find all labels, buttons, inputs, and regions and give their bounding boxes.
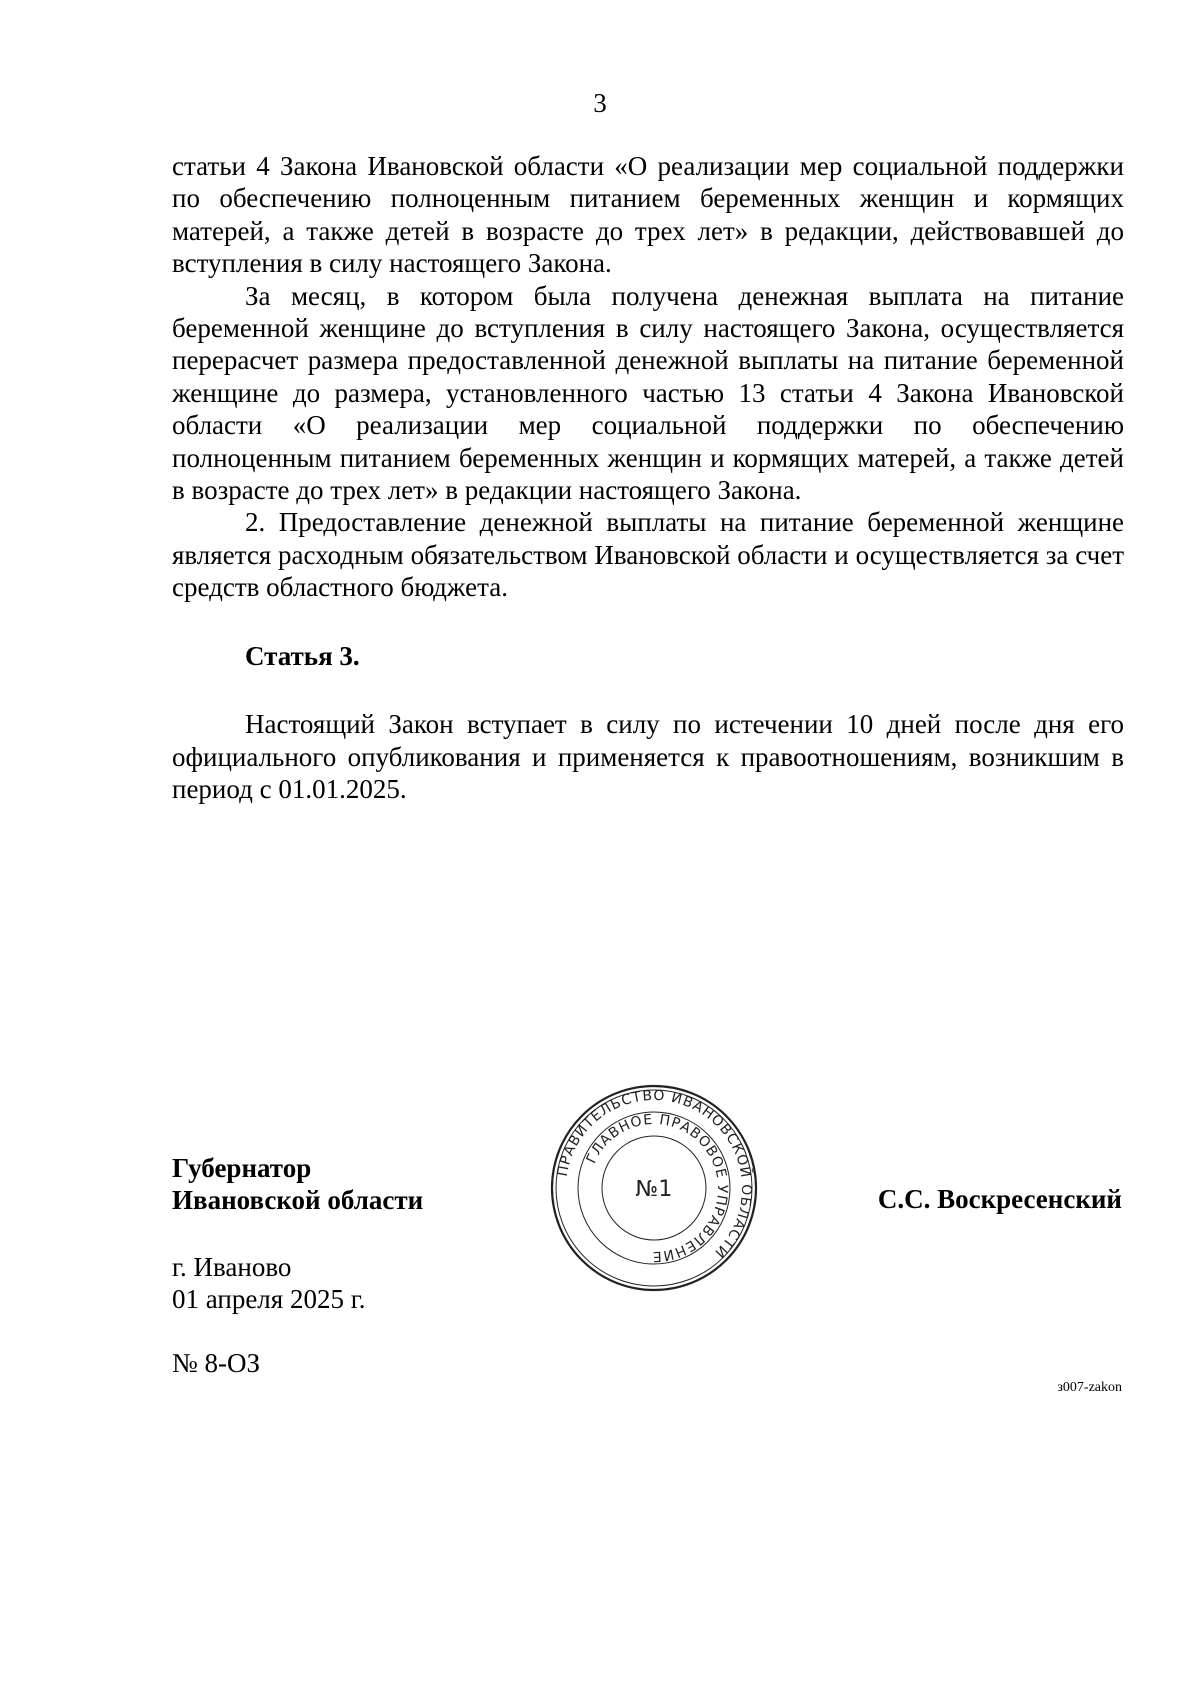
place: г. Иваново [172, 1252, 292, 1282]
stamp-graphic [548, 1082, 760, 1294]
footer-code: з007-zakon [1057, 1380, 1122, 1395]
stamp-inner-text: ГЛАВНОЕ ПРАВОВОЕ УПРАВЛЕНИЕ [583, 1111, 731, 1265]
paragraph-continuation: статьи 4 Закона Ивановской области «О реализации мер социальной поддержки по обеспечению полноценным питанием беременных женщин и кормящих матерей, а также детей в возрасте до трех лет» в редакции, действовавшей до вступления в силу настоящего Закона. [172, 151, 1124, 279]
article-heading: Статья 3. [245, 640, 360, 671]
signer-title-line2: Ивановской области [172, 1185, 424, 1215]
paragraph-funding: 2. Предоставление денежной выплаты на питание беременной женщине является расходным обязательством Ивановской области и осуществляется за счет средств областного бюджета. [172, 507, 1124, 603]
date: 01 апреля 2025 г. [172, 1284, 366, 1314]
place-and-date [172, 1251, 365, 1315]
official-stamp [548, 1082, 760, 1294]
stamp-outer-text: ПРАВИТЕЛЬСТВО ИВАНОВСКОЙ ОБЛАСТИ [554, 1087, 755, 1262]
paragraph-recalculation: За месяц, в котором была получена денежная выплата на питание беременной женщине до вступления в силу настоящего Закона, осуществляется перерасчет размера предоставленной денежной выплаты на питание беременной женщине до размера, установленного частью 13 статьи 4 Закона Ивановской области «О реализации мер социальной поддержки по обеспечению полноценным питанием беременных женщин и кормящих матерей, а также детей в возрасте до трех лет» в редакции настоящего Закона. [172, 280, 1124, 506]
signer-name: С.С. Воскресенский [877, 1184, 1122, 1214]
stamp-number: №1 [635, 1177, 673, 1202]
document-body [172, 150, 1124, 805]
paragraph-entry-into-force: Настоящий Закон вступает в силу по истечении 10 дней после дня его официального опубликования и применяется к правоотношениям, возникшим в период с 01.01.2025. [172, 709, 1124, 804]
signer-title-line1: Губернатор [172, 1153, 312, 1183]
page-number: 3 [593, 88, 607, 118]
signer-title [172, 1152, 423, 1216]
document-number: № 8-ОЗ [172, 1348, 261, 1378]
